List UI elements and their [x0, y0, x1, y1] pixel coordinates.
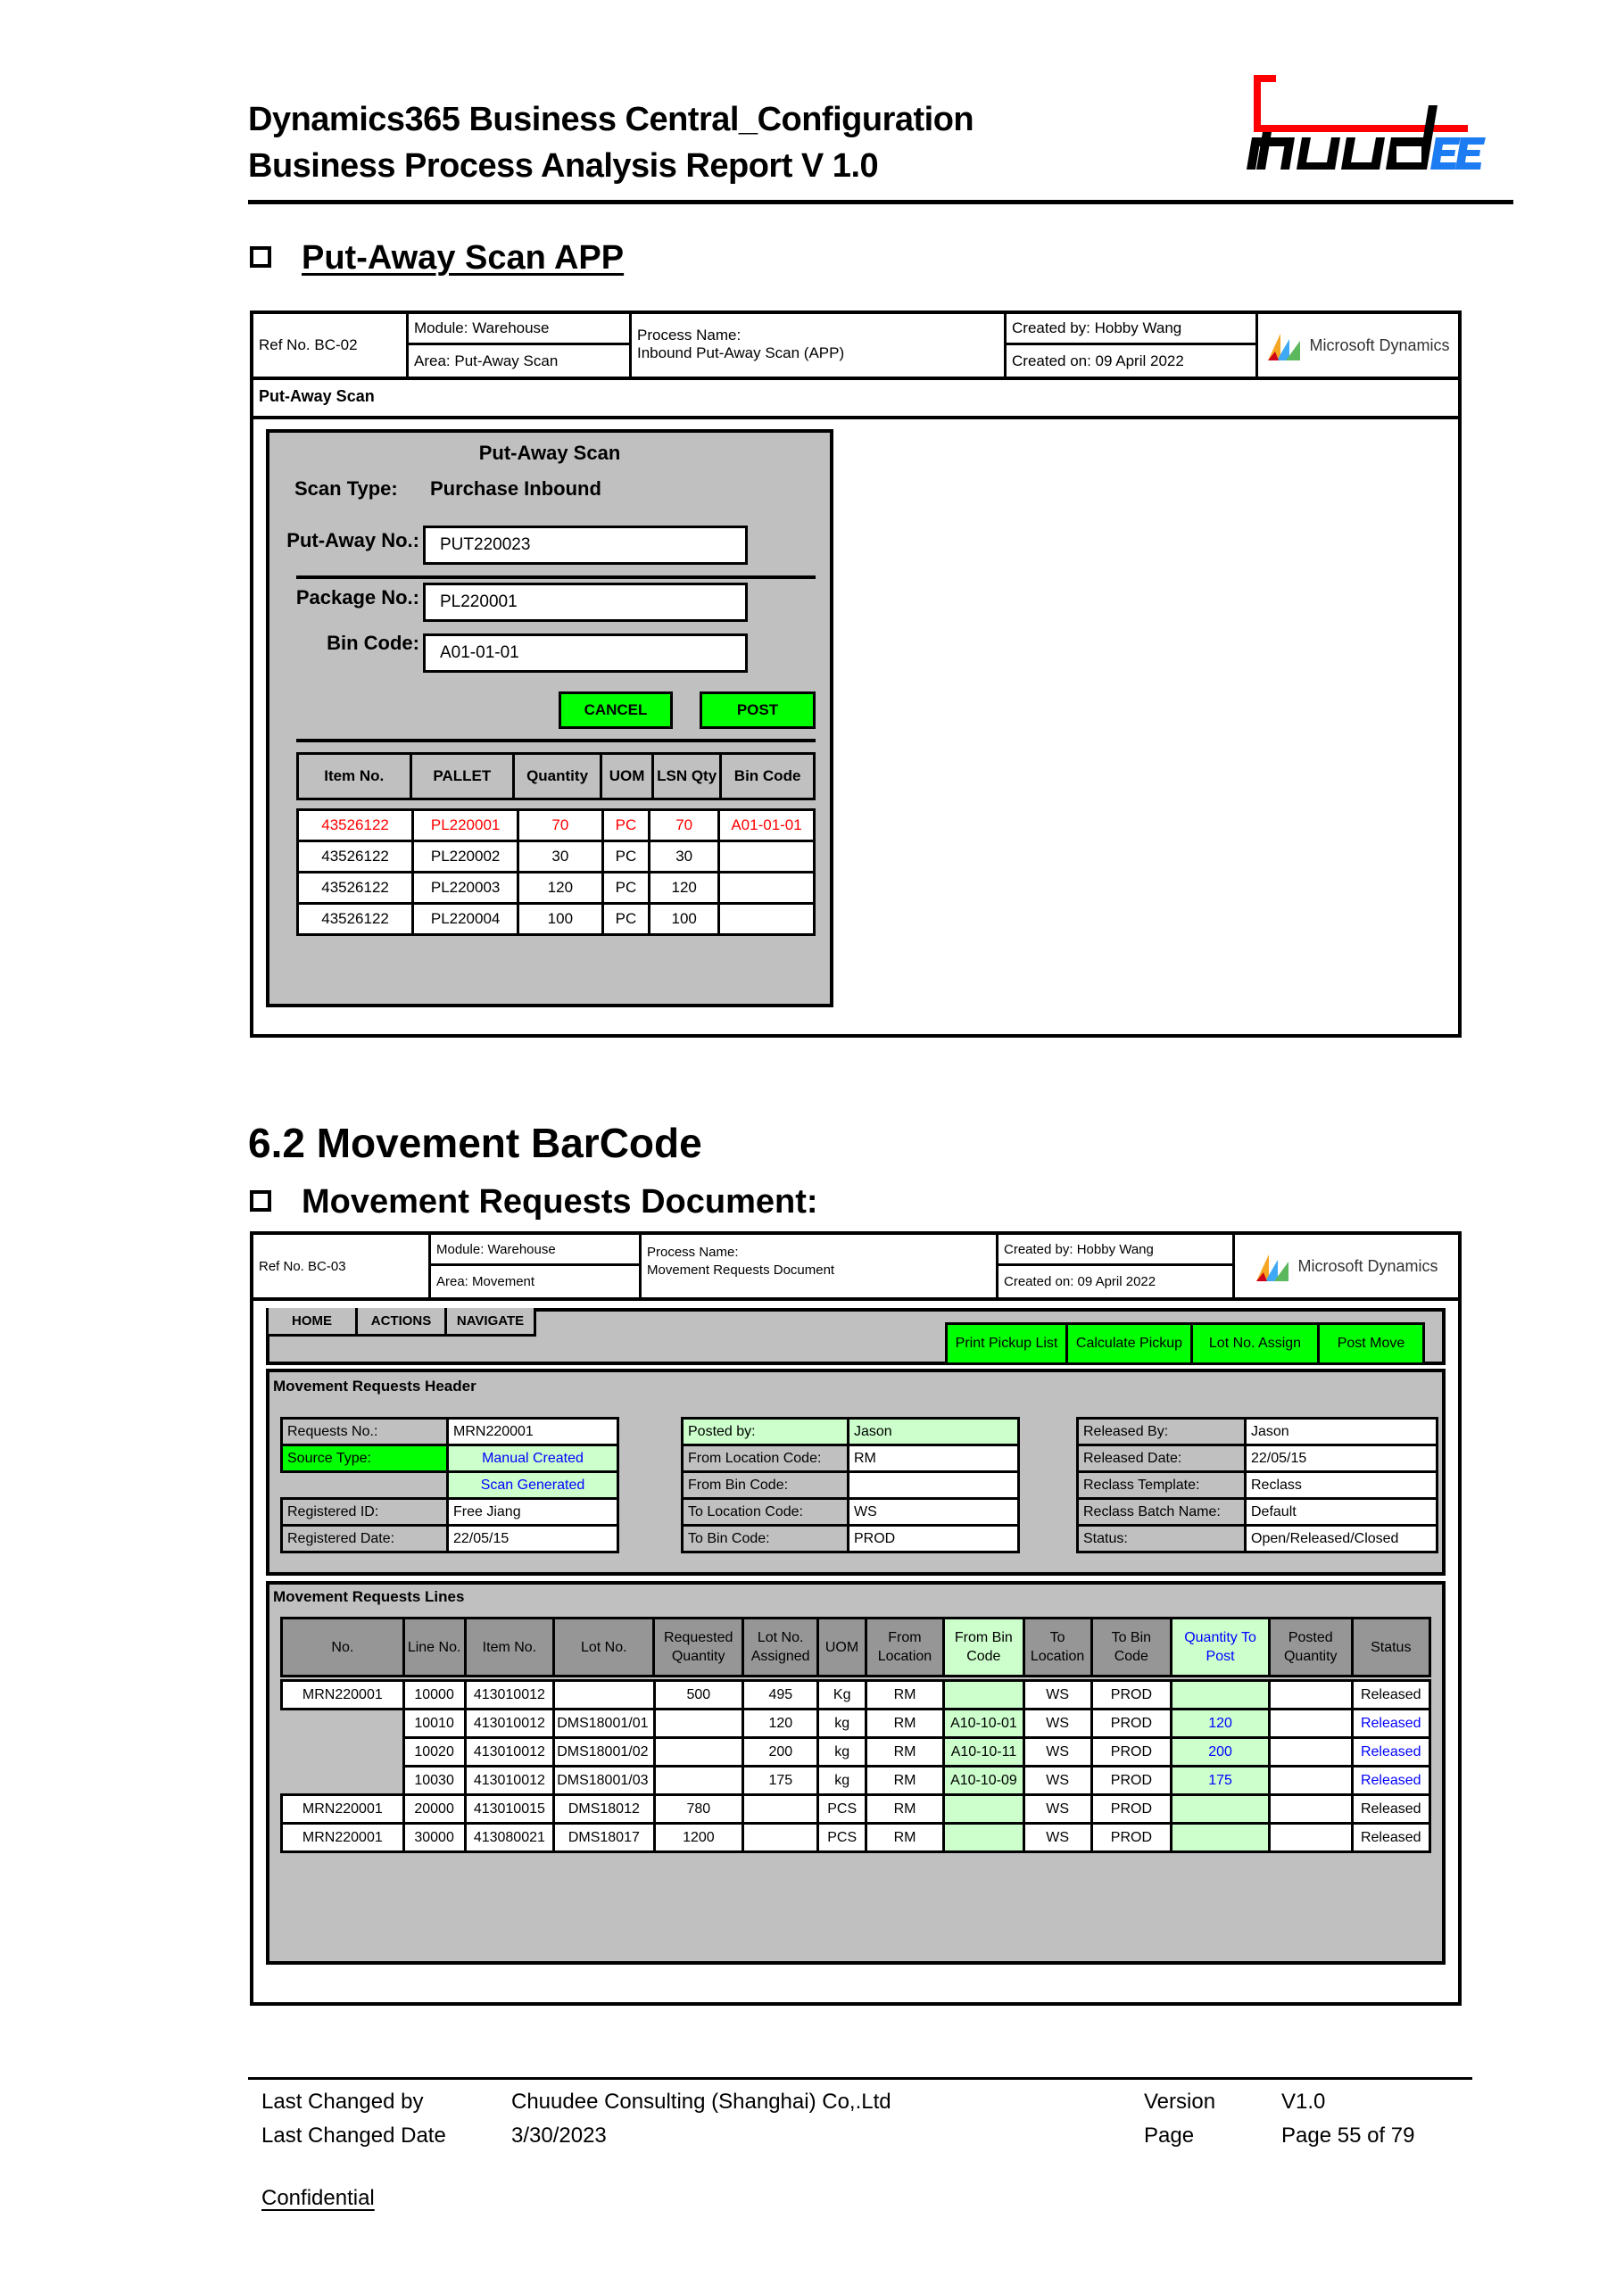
lines-cell: Released [1352, 1738, 1429, 1767]
lines-cell [1172, 1795, 1270, 1824]
lines-cell [1270, 1795, 1352, 1824]
lines-cell: DMS18017 [554, 1824, 654, 1852]
lines-column-header: From Location [866, 1619, 943, 1676]
source-type-label: Source Type: [282, 1445, 448, 1472]
lines-table-row[interactable] [282, 1767, 1430, 1795]
scan-type-value: Purchase Inbound [430, 477, 601, 500]
lines-cell: PROD [1091, 1824, 1171, 1852]
field-label: To Location Code: [683, 1499, 849, 1526]
lines-table-row[interactable] [282, 1710, 1430, 1738]
lines-cell: DMS18001/01 [554, 1710, 654, 1738]
lines-cell: RM [866, 1681, 943, 1710]
lines-cell: 200 [743, 1738, 818, 1767]
scan-app-panel [266, 429, 833, 1007]
scan-table-row[interactable] [298, 810, 815, 841]
lines-cell [944, 1681, 1023, 1710]
lines-cell [1270, 1738, 1352, 1767]
module: Module: Warehouse [431, 1235, 639, 1266]
lines-cell: DMS18012 [554, 1795, 654, 1824]
scan-cell: PL220003 [413, 873, 518, 904]
footer-rule [248, 2077, 1472, 2080]
lines-cell: WS [1023, 1681, 1091, 1710]
lines-cell: A10-10-09 [944, 1767, 1023, 1795]
scan-column-header: PALLET [410, 754, 514, 799]
lines-column-header: Requested Quantity [654, 1619, 743, 1676]
lines-cell: Kg [818, 1681, 866, 1710]
lines-cell: 413010012 [465, 1738, 554, 1767]
lines-cell [944, 1824, 1023, 1852]
scan-cell: 43526122 [298, 873, 413, 904]
lines-column-header: To Location [1023, 1619, 1091, 1676]
calculate-pickup-button[interactable]: Calculate Pickup [1068, 1322, 1193, 1365]
created-by: Created by: Hobby Wang [1007, 314, 1255, 345]
created-on: Created on: 09 April 2022 [1004, 1274, 1156, 1289]
lines-cell: 413010012 [465, 1681, 554, 1710]
requests-no-value[interactable]: MRN220001 [448, 1419, 618, 1445]
source-type-manual[interactable]: Manual Created [448, 1445, 618, 1472]
lines-cell: DMS18001/03 [554, 1767, 654, 1795]
area: Area: Put-Away Scan [414, 352, 559, 369]
post-button[interactable]: POST [700, 691, 816, 729]
scan-cell: PC [602, 904, 650, 935]
lines-cell: DMS18001/02 [554, 1738, 654, 1767]
field-label: Reclass Batch Name: [1078, 1499, 1246, 1526]
header-field-row [1078, 1526, 1438, 1552]
lines-table-row[interactable] [282, 1824, 1430, 1852]
scan-table-row[interactable] [298, 904, 815, 935]
lot-no-assign-button[interactable]: Lot No. Assign [1193, 1322, 1320, 1365]
chuudee-logo [1236, 70, 1486, 175]
lines-cell [1270, 1824, 1352, 1852]
scan-cell: 43526122 [298, 810, 413, 841]
field-value[interactable]: Default [1246, 1499, 1438, 1526]
title-line-1: Dynamics365 Business Central_Configuration [248, 101, 974, 138]
field-value[interactable] [849, 1472, 1019, 1499]
dynamics-logo-icon [1255, 1251, 1294, 1281]
last-changed-date-label: Last Changed Date [261, 2124, 446, 2148]
lines-cell: A10-10-11 [944, 1738, 1023, 1767]
lines-cell: 10010 [403, 1710, 465, 1738]
lines-column-header: Item No. [465, 1619, 554, 1676]
checkbox-bullet-icon [250, 1190, 271, 1212]
scan-column-header: UOM [601, 754, 653, 799]
process-meta-header [253, 1235, 1458, 1301]
process-name: Movement Requests Document [647, 1263, 835, 1278]
lines-cell [944, 1795, 1023, 1824]
lines-cell: 413010015 [465, 1795, 554, 1824]
action-buttons [945, 1322, 1425, 1365]
lines-cell: 500 [654, 1681, 743, 1710]
field-value[interactable]: PROD [849, 1526, 1019, 1552]
movement-process-box [250, 1231, 1462, 2006]
header-field-row [683, 1472, 1019, 1499]
lines-cell: RM [866, 1738, 943, 1767]
header-field-row [1078, 1445, 1438, 1472]
header-field-row [1078, 1472, 1438, 1499]
scan-column-header: Bin Code [721, 754, 815, 799]
bin-code-input[interactable]: A01-01-01 [423, 633, 748, 673]
lines-cell: 413080021 [465, 1824, 554, 1852]
lines-cell [1270, 1710, 1352, 1738]
tab-navigate[interactable]: NAVIGATE [447, 1308, 536, 1337]
bin-code-label: Bin Code: [327, 632, 419, 654]
putaway-process-box [250, 310, 1462, 1038]
scan-cell: PL220002 [413, 841, 518, 873]
process-name: Inbound Put-Away Scan (APP) [637, 344, 845, 361]
field-value[interactable]: Reclass [1246, 1472, 1438, 1499]
scan-table-row[interactable] [298, 841, 815, 873]
header-right-fields [1076, 1417, 1438, 1553]
process-label: Process Name: [637, 327, 742, 344]
lines-cell: Released [1352, 1710, 1429, 1738]
lines-cell: Released [1352, 1795, 1429, 1824]
lines-cell: WS [1023, 1710, 1091, 1738]
scan-cell: 30 [650, 841, 719, 873]
lines-cell: WS [1023, 1795, 1091, 1824]
lines-cell [654, 1738, 743, 1767]
lines-cell: 120 [1172, 1710, 1270, 1738]
lines-cell: kg [818, 1767, 866, 1795]
scan-cell: 100 [650, 904, 719, 935]
lines-cell [282, 1767, 404, 1795]
lines-column-header: To Bin Code [1091, 1619, 1171, 1676]
lines-table-row[interactable] [282, 1795, 1430, 1824]
scan-column-header: Item No. [298, 754, 411, 799]
lines-column-header: Line No. [403, 1619, 465, 1676]
lines-cell: 175 [1172, 1767, 1270, 1795]
lines-cell: RM [866, 1767, 943, 1795]
microsoft-dynamics-logo: Microsoft Dynamics [1235, 1235, 1458, 1297]
lines-column-header: Lot No. [554, 1619, 654, 1676]
lines-column-header: Posted Quantity [1270, 1619, 1353, 1676]
lines-cell [1172, 1824, 1270, 1852]
putaway-no-input[interactable]: PUT220023 [423, 526, 748, 565]
lines-cell [282, 1710, 404, 1738]
lines-cell [1270, 1681, 1352, 1710]
lines-cell: 495 [743, 1681, 818, 1710]
section-heading-movement-barcode: 6.2 Movement BarCode [248, 1120, 702, 1166]
scan-cell: 120 [518, 873, 602, 904]
scan-cell [719, 873, 815, 904]
tab-actions[interactable]: ACTIONS [358, 1308, 447, 1337]
document-title [248, 96, 974, 189]
lines-cell: 20000 [403, 1795, 465, 1824]
lines-cell: A10-10-01 [944, 1710, 1023, 1738]
lines-cell: RM [866, 1710, 943, 1738]
lines-cell: 413010012 [465, 1767, 554, 1795]
lines-cell: 10000 [403, 1681, 465, 1710]
lines-cell: WS [1023, 1738, 1091, 1767]
scan-cell [719, 904, 815, 935]
title-line-2: Business Process Analysis Report V 1.0 [248, 147, 879, 185]
lines-cell: 10020 [403, 1738, 465, 1767]
putaway-no-label: Put-Away No.: [286, 529, 419, 551]
header-field-row [683, 1499, 1019, 1526]
process-meta-header [253, 314, 1458, 380]
scan-cell: 70 [518, 810, 602, 841]
lines-cell: WS [1023, 1767, 1091, 1795]
lines-cell: 175 [743, 1767, 818, 1795]
page-label: Page [1144, 2124, 1195, 2148]
field-value[interactable]: Jason [1246, 1419, 1438, 1445]
lines-cell: PROD [1091, 1795, 1171, 1824]
lines-cell [1270, 1767, 1352, 1795]
last-changed-by-label: Last Changed by [261, 2090, 424, 2114]
process-label: Process Name: [647, 1245, 739, 1260]
registered-date-label: Registered Date: [282, 1526, 448, 1552]
lines-cell: Released [1352, 1824, 1429, 1852]
tab-home[interactable]: HOME [266, 1308, 358, 1337]
lines-cell: kg [818, 1710, 866, 1738]
module: Module: Warehouse [409, 314, 629, 345]
lines-cell [654, 1767, 743, 1795]
header-panel-title: Movement Requests Header [273, 1378, 476, 1395]
lines-column-header: UOM [818, 1619, 866, 1676]
title-rule [248, 200, 1513, 204]
scan-cell: PC [602, 810, 650, 841]
version-value: V1.0 [1281, 2090, 1326, 2114]
page-number: Page 55 of 79 [1281, 2124, 1415, 2148]
field-label: Released By: [1078, 1419, 1246, 1445]
lines-cell: PROD [1091, 1767, 1171, 1795]
subtitle-row: Put-Away Scan [253, 377, 1458, 419]
lines-cell: 780 [654, 1795, 743, 1824]
print-pickup-list-button[interactable]: Print Pickup List [945, 1322, 1068, 1365]
field-label: From Location Code: [683, 1445, 849, 1472]
lines-table [280, 1679, 1431, 1853]
header-field-row [683, 1419, 1019, 1445]
ref-no: Ref No. BC-02 [253, 314, 409, 377]
lines-cell [554, 1681, 654, 1710]
created-by: Created by: Hobby Wang [998, 1235, 1232, 1266]
divider [296, 739, 816, 742]
lines-column-header: From Bin Code [944, 1619, 1023, 1676]
area: Area: Movement [436, 1274, 535, 1289]
post-move-button[interactable]: Post Move [1320, 1322, 1425, 1365]
scan-type-label: Scan Type: [294, 477, 398, 500]
lines-column-header: Quantity To Post [1172, 1619, 1270, 1676]
confidential-label: Confidential [261, 2186, 375, 2210]
lines-panel-title: Movement Requests Lines [273, 1588, 465, 1605]
scan-table-row[interactable] [298, 873, 815, 904]
lines-cell: MRN220001 [282, 1681, 404, 1710]
scan-cell: PC [602, 841, 650, 873]
lines-cell: WS [1023, 1824, 1091, 1852]
scan-column-header: Quantity [514, 754, 601, 799]
field-value[interactable]: Open/Released/Closed [1246, 1526, 1438, 1552]
field-value[interactable]: 22/05/15 [1246, 1445, 1438, 1472]
app-title: Put-Away Scan [478, 442, 621, 464]
header-left-fields [280, 1417, 619, 1553]
lines-cell: kg [818, 1738, 866, 1767]
divider [296, 575, 816, 579]
scan-lines-table [296, 808, 816, 936]
field-value[interactable]: Jason [849, 1419, 1019, 1445]
field-label: Released Date: [1078, 1445, 1246, 1472]
package-no-input[interactable]: PL220001 [423, 583, 748, 622]
created-on: Created on: 09 April 2022 [1012, 352, 1184, 369]
lines-header-table [280, 1617, 1431, 1677]
movement-header-panel [266, 1369, 1446, 1576]
scan-cell: PC [602, 873, 650, 904]
lines-cell: 413010012 [465, 1710, 554, 1738]
source-type-scan[interactable]: Scan Generated [448, 1472, 618, 1499]
lines-cell: PCS [818, 1824, 866, 1852]
requests-no-label: Requests No.: [282, 1419, 448, 1445]
field-value[interactable]: RM [849, 1445, 1019, 1472]
header-field-row [1078, 1499, 1438, 1526]
scan-cell: 100 [518, 904, 602, 935]
lines-cell: PROD [1091, 1738, 1171, 1767]
action-ribbon [266, 1308, 1446, 1365]
scan-column-header: LSN Qty [653, 754, 721, 799]
lines-cell: RM [866, 1824, 943, 1852]
lines-cell: PROD [1091, 1681, 1171, 1710]
lines-table-row[interactable] [282, 1681, 1430, 1710]
lines-cell: PCS [818, 1795, 866, 1824]
lines-cell: 120 [743, 1710, 818, 1738]
last-changed-date-value: 3/30/2023 [511, 2124, 607, 2148]
section-heading-movement-requests: Movement Requests Document: [250, 1183, 818, 1221]
scan-cell: A01-01-01 [719, 810, 815, 841]
registered-id-label: Registered ID: [282, 1499, 448, 1526]
scan-cell: 43526122 [298, 841, 413, 873]
lines-cell [282, 1738, 404, 1767]
registered-id-value[interactable]: Free Jiang [448, 1499, 618, 1526]
lines-cell: 10030 [403, 1767, 465, 1795]
header-field-row [1078, 1419, 1438, 1445]
scan-cell: PL220004 [413, 904, 518, 935]
checkbox-bullet-icon [250, 246, 271, 268]
version-label: Version [1144, 2090, 1216, 2114]
field-label: To Bin Code: [683, 1526, 849, 1552]
lines-cell: 1200 [654, 1824, 743, 1852]
field-label: Reclass Template: [1078, 1472, 1246, 1499]
package-no-label: Package No.: [295, 586, 419, 609]
scan-cell: 43526122 [298, 904, 413, 935]
scan-cell: PL220001 [413, 810, 518, 841]
ref-no: Ref No. BC-03 [253, 1235, 431, 1297]
lines-column-header: Lot No. Assigned [743, 1619, 818, 1676]
lines-cell: MRN220001 [282, 1795, 404, 1824]
lines-cell [1172, 1681, 1270, 1710]
field-value[interactable]: WS [849, 1499, 1019, 1526]
scan-cell: 120 [650, 873, 719, 904]
scan-header-table [296, 752, 816, 800]
section-heading-putaway: Put-Away Scan APP [250, 239, 624, 277]
field-label: Status: [1078, 1526, 1246, 1552]
last-changed-by-value: Chuudee Consulting (Shanghai) Co,.Ltd [511, 2090, 891, 2114]
scan-cell: 30 [518, 841, 602, 873]
field-label: Posted by: [683, 1419, 849, 1445]
cancel-button[interactable]: CANCEL [559, 691, 673, 729]
scan-cell: 70 [650, 810, 719, 841]
lines-cell: PROD [1091, 1710, 1171, 1738]
lines-cell: Released [1352, 1681, 1429, 1710]
scan-cell [719, 841, 815, 873]
lines-cell: 30000 [403, 1824, 465, 1852]
lines-column-header: No. [282, 1619, 404, 1676]
lines-cell: 200 [1172, 1738, 1270, 1767]
lines-cell: RM [866, 1795, 943, 1824]
lines-cell: Released [1352, 1767, 1429, 1795]
registered-date-value[interactable]: 22/05/15 [448, 1526, 618, 1552]
lines-cell: MRN220001 [282, 1824, 404, 1852]
lines-cell [743, 1795, 818, 1824]
lines-cell [654, 1710, 743, 1738]
microsoft-dynamics-logo: Microsoft Dynamics [1258, 314, 1458, 377]
movement-lines-panel [266, 1581, 1446, 1965]
lines-cell [743, 1824, 818, 1852]
lines-column-header: Status [1352, 1619, 1429, 1676]
lines-table-row[interactable] [282, 1738, 1430, 1767]
ribbon-tabs [266, 1308, 536, 1337]
field-label: From Bin Code: [683, 1472, 849, 1499]
header-field-row [683, 1445, 1019, 1472]
header-mid-fields [681, 1417, 1020, 1553]
dynamics-logo-icon [1266, 330, 1305, 360]
header-field-row [683, 1526, 1019, 1552]
